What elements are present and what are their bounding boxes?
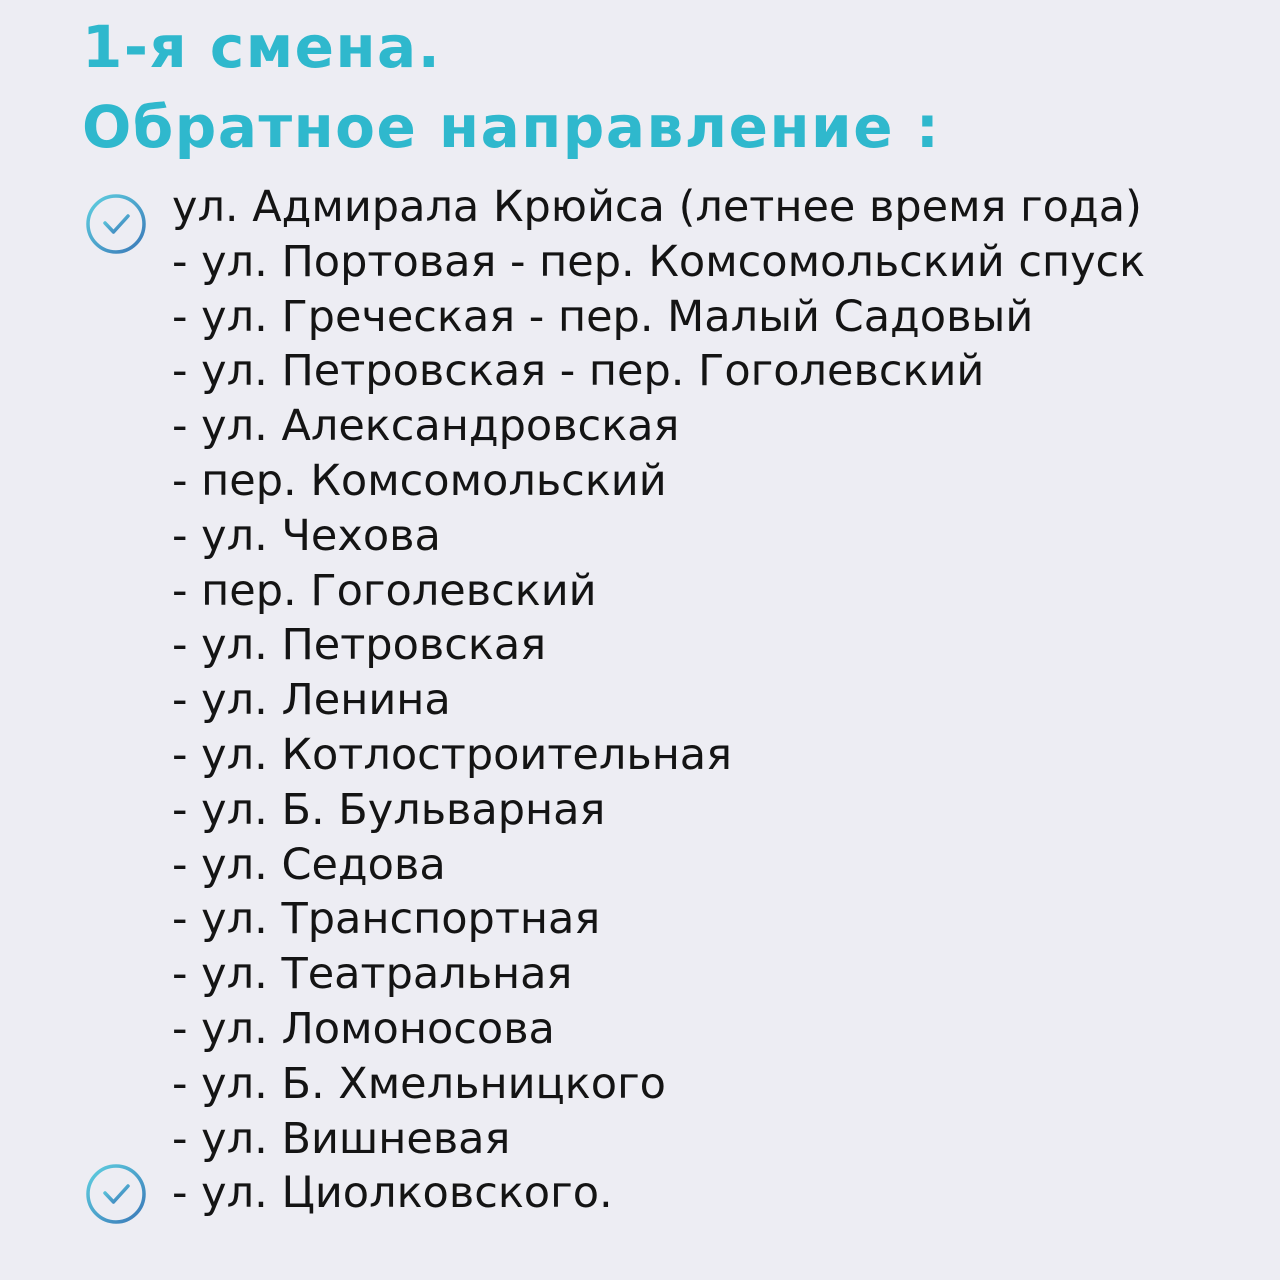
route-item [0, 509, 1280, 564]
route-item [0, 564, 1280, 619]
title-shift: 1-я смена. [82, 13, 442, 81]
route-item-label: - ул. Петровская [172, 620, 547, 671]
route-item [0, 344, 1280, 399]
route-item [0, 618, 1280, 673]
route-item-label: - ул. Седова [172, 839, 446, 890]
check-circle-icon [84, 1162, 148, 1226]
route-item [0, 235, 1280, 290]
route-item [0, 838, 1280, 893]
route-item [0, 1057, 1280, 1112]
route-item [0, 1002, 1280, 1057]
route-item-label: - ул. Театральная [172, 949, 573, 1000]
route-item-label: - ул. Александровская [172, 401, 680, 452]
route-item-label: - ул. Ленина [172, 675, 451, 726]
route-item [0, 728, 1280, 783]
route-item-label: - ул. Вишневая [172, 1113, 511, 1164]
route-item-label: - ул. Греческая - пер. Малый Садовый [172, 291, 1034, 342]
route-item-label: - ул. Котлостроительная [172, 729, 733, 780]
route-item [0, 947, 1280, 1002]
route-item [0, 783, 1280, 838]
route-item-label: - ул. Б. Бульварная [172, 784, 606, 835]
route-list [0, 180, 1280, 1221]
route-item [0, 180, 1280, 235]
route-item [0, 290, 1280, 345]
route-item-label: - ул. Петровская - пер. Гоголевский [172, 346, 985, 397]
route-item [0, 1166, 1280, 1221]
route-item-label: - ул. Портовая - пер. Комсомольский спуск [172, 236, 1146, 287]
route-item-label: - пер. Гоголевский [172, 565, 597, 616]
route-item [0, 1112, 1280, 1167]
route-item [0, 892, 1280, 947]
title-direction: Обратное направление : [82, 93, 941, 161]
route-item-label: - ул. Чехова [172, 510, 441, 561]
route-item [0, 673, 1280, 728]
route-item-label: - пер. Комсомольский [172, 455, 667, 506]
route-item-label: - ул. Ломоносова [172, 1003, 555, 1054]
route-item-label: - ул. Транспортная [172, 894, 601, 945]
route-item [0, 399, 1280, 454]
route-item [0, 454, 1280, 509]
route-item-label: - ул. Циолковского. [172, 1168, 613, 1219]
route-item-label: ул. Адмирала Крюйса (летнее время года) [172, 182, 1142, 232]
route-item-label: - ул. Б. Хмельницкого [172, 1058, 666, 1109]
